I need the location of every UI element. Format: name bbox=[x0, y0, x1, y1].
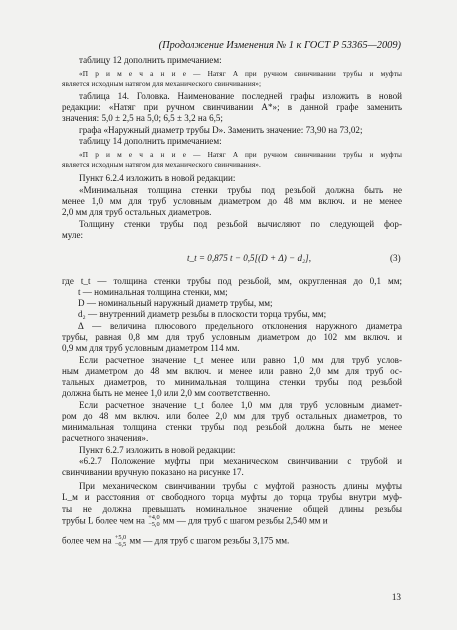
tolerance-upper: +4,0 bbox=[148, 514, 160, 521]
text-line: менее 1,0 мм для труб условным диаметром до 48 мм включ. и не менее bbox=[62, 196, 402, 206]
tolerance-lower: −5,0 bbox=[148, 520, 160, 528]
text-line: таблица 14. Головка. Наименование последней графы изложить в новой bbox=[79, 91, 402, 101]
text-line: Пункт 6.2.4 изложить в новой редакции: bbox=[79, 173, 236, 183]
formula-number: (3) bbox=[390, 253, 401, 263]
text-line: значения: 5,0 ± 2,5 на 5,0; 6,5 ± 3,2 на 6,5; bbox=[62, 113, 223, 123]
tolerance-fraction bbox=[115, 535, 126, 548]
text-line: d₂ — внутренний диаметр резьбы в плоскости торца трубы, мм; bbox=[78, 309, 327, 319]
text-line: Толщину стенки трубы под резьбой вычисляют по следующей фор- bbox=[79, 219, 402, 229]
text-line: ром до 48 мм включ. или более 2,0 мм для труб остальных диаметров, то bbox=[62, 411, 402, 421]
text-line: Δ — величина плюсового предельного отклонения наружного диаметра bbox=[78, 321, 402, 331]
text-line: муле: bbox=[62, 230, 84, 240]
text-line: свинчивании вручную показано на рисунке 17. bbox=[62, 467, 244, 477]
text-line: должна быть не менее 1,0 или 2,0 мм соответственно. bbox=[62, 388, 271, 398]
line-text: мм — для труб с шагом резьбы 3,175 мм. bbox=[129, 535, 290, 546]
text-line: трубы, равная 0,8 мм для труб условным диаметром до 102 мм включ. и bbox=[62, 332, 402, 342]
note-line: «П р и м е ч а н и е — Натяг A при ручном свинчивании трубы и муфты bbox=[79, 69, 402, 78]
text-line: Если расчетное значение t_t менее или равно 1,0 мм для труб услов- bbox=[79, 355, 402, 365]
tolerance-line bbox=[62, 535, 402, 548]
line-text: мм — для труб с шагом резьбы 2,540 мм и bbox=[162, 515, 328, 526]
formula: t_t = 0,875 t − 0,5[(D + Δ) − d₂], bbox=[187, 253, 311, 263]
text-line: L_м и расстояния от свободного торца муфты до торца трубы внутри муф- bbox=[62, 492, 402, 502]
text-line: При механическом свинчивании трубы с муфтой разность длины муфты bbox=[79, 481, 402, 491]
tolerance-fraction bbox=[148, 515, 159, 528]
text-line: 2,0 мм для труб остальных диаметров. bbox=[62, 207, 212, 217]
tolerance-line bbox=[62, 515, 402, 528]
text-line: Если расчетное значение t_t более 1,0 мм для труб условным диамет- bbox=[79, 400, 402, 410]
tolerance-lower: −6,5 bbox=[114, 540, 127, 548]
text-line: расчетного значения». bbox=[62, 433, 149, 443]
text-line: ты не должна превышать номинальное значение общей длины резьбы bbox=[62, 504, 402, 514]
text-line: таблицу 14 дополнить примечанием: bbox=[79, 136, 222, 146]
text-line: графа «Наружный диаметр трубы D». Заменить значение: 73,90 на 73,02; bbox=[79, 125, 363, 135]
note-line: «П р и м е ч а н и е — Натяг A при ручном свинчивании трубы и муфты bbox=[79, 150, 402, 159]
text-line: 0,9 мм для труб условным диаметром 114 мм. bbox=[62, 343, 240, 353]
text-line: где t_t — толщина стенки трубы под резьбой, мм, округленная до 0,1 мм; bbox=[62, 276, 402, 286]
text-line: редакции: «Натяг при ручном свинчивании A*»; в данной графе заменить bbox=[62, 102, 402, 112]
running-header: (Продолжение Изменения № 1 к ГОСТ Р 53365—2009) bbox=[158, 40, 401, 51]
text-line: t — номинальная толщина стенки, мм; bbox=[78, 287, 228, 297]
tolerance-upper: +5,0 bbox=[114, 534, 127, 541]
text-line: «6.2.7 Положение муфты при механическом свинчивании с трубой и bbox=[79, 456, 402, 466]
text-line: Пункт 6.2.7 изложить в новой редакции: bbox=[79, 445, 236, 455]
text-line: D — номинальный наружный диаметр трубы, мм; bbox=[78, 298, 273, 308]
text-line: «Минимальная толщина стенки трубы под резьбой должна быть не bbox=[79, 185, 402, 195]
page-number: 13 bbox=[391, 592, 401, 602]
note-line: является исходным натягом для механического свинчивания». bbox=[62, 160, 261, 169]
line-text: трубы L более чем на bbox=[62, 515, 145, 526]
text-line: минимальная толщина стенки трубы под резьбой должна быть не менее bbox=[62, 422, 402, 432]
note-line: является исходным натягом для механического свинчивания»; bbox=[62, 79, 262, 88]
text-line: ным диаметром до 48 мм включ. и менее или равно 2,0 мм для труб ос- bbox=[62, 366, 402, 376]
text-line: таблицу 12 дополнить примечанием: bbox=[79, 55, 222, 65]
line-text: более чем на bbox=[62, 535, 112, 546]
text-line: тальных диаметров, то минимальная толщина стенки трубы под резьбой bbox=[62, 377, 402, 387]
